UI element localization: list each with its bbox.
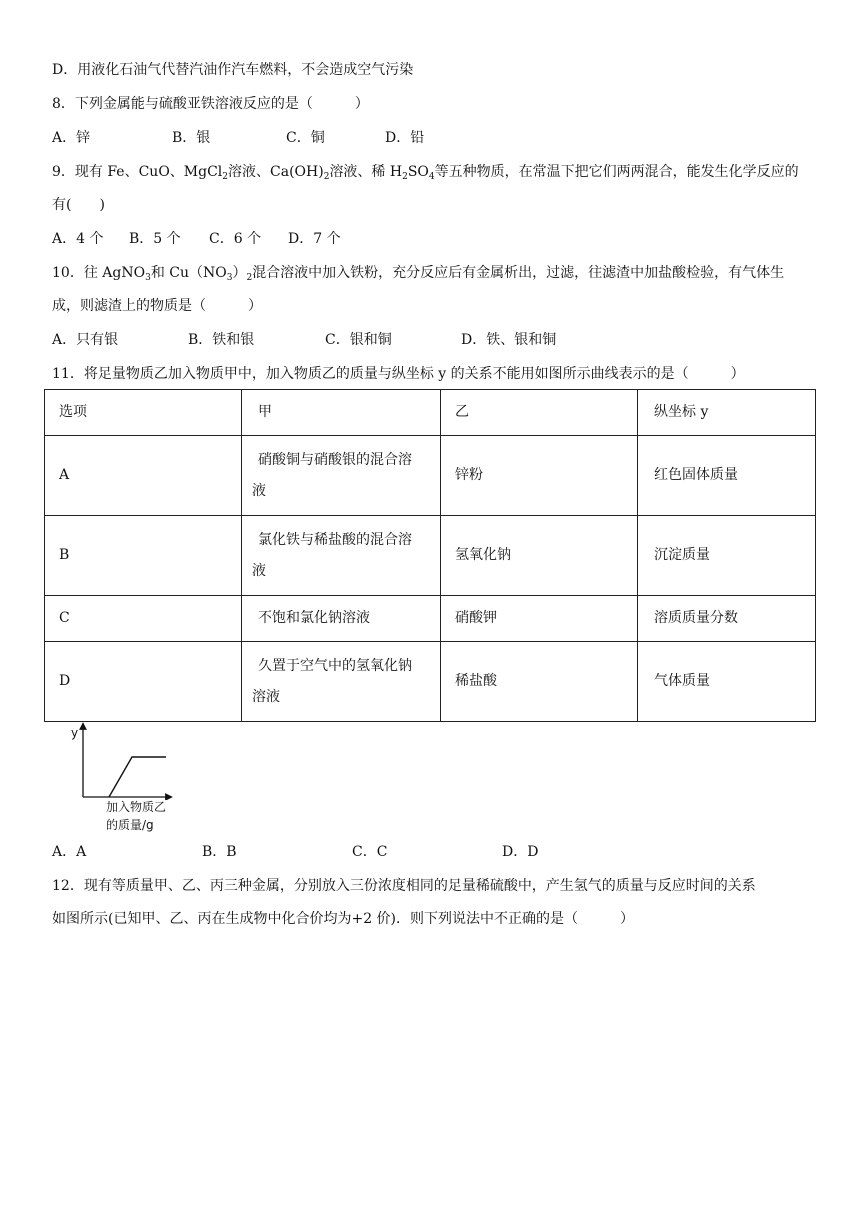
- table-cell: 稀盐酸: [441, 642, 638, 722]
- q9-stem: 9．现有 Fe、CuO、MgCl$_2$溶液、$Ca(OH)_2$溶液、稀 $H_2SO_4$等五种物质，在常温下把它们两两混合，能发生化学反应的: [52, 164, 799, 182]
- q10-option-a: A．只有银: [52, 332, 119, 348]
- table-cell: 久置于空气中的氢氧化钠 溶液: [242, 642, 441, 722]
- table-row: [45, 642, 816, 722]
- q9-option-d: D．7 个: [288, 231, 341, 247]
- table-cell: 氯化铁与稀盐酸的混合溶 液: [242, 516, 441, 596]
- x-axis-label-line2: 的质量/g: [106, 818, 154, 832]
- table-cell: 不饱和氯化钠溶液: [242, 596, 441, 642]
- table-cell: C: [45, 596, 242, 642]
- q11-option-c: C．C: [352, 844, 388, 860]
- q10-stem-line2: 成，则滤渣上的物质是（ ）: [52, 298, 262, 314]
- q10-stem: 10．往 AgNO$_3$和 $Cu(NO_3)_2$混合溶液中加入铁粉，充分反应后有金属析出，过滤，往滤渣中加盐酸检验，有气体生: [52, 265, 785, 283]
- table-header-row: [45, 390, 816, 436]
- q7-option-d: D．用液化石油气代替汽油作汽车燃料，不会造成空气污染: [52, 62, 414, 78]
- table-cell: B: [45, 516, 242, 596]
- table-cell: 氢氧化钠: [441, 516, 638, 596]
- q11-stem: 11．将足量物质乙加入物质甲中，加入物质乙的质量与纵坐标 y 的关系不能用如图所示曲线表示的是（ ）: [52, 366, 745, 382]
- q8-stem: 8．下列金属能与硫酸亚铁溶液反应的是（ ）: [52, 96, 369, 112]
- q10-option-b: B．铁和银: [188, 332, 255, 348]
- q12-stem-line2: 如图所示(已知甲、乙、丙在生成物中化合价均为+2 价)．则下列说法中不正确的是（ ）: [52, 911, 635, 927]
- q8-option-c: C．铜: [286, 130, 325, 146]
- table-cell: 气体质量: [638, 642, 816, 722]
- q8-option-a: A．锌: [52, 130, 91, 146]
- q8-option-b: B．银: [172, 130, 211, 146]
- q9-option-c: C．6 个: [209, 231, 262, 247]
- x-axis-label-line1: 加入物质乙: [106, 800, 167, 814]
- q12-stem: 12．现有等质量甲、乙、丙三种金属，分别放入三份浓度相同的足量稀硫酸中，产生氢气的质量与反应时间的关系: [52, 878, 756, 894]
- q10-option-c: C．银和铜: [325, 332, 392, 348]
- q9-option-a: A．4 个: [52, 231, 104, 247]
- table-row: [45, 596, 816, 642]
- curve-line: [109, 757, 166, 797]
- q11-option-a: A．A: [52, 844, 87, 860]
- table-cell: D: [45, 642, 242, 722]
- table-header-cell: 甲: [242, 390, 441, 436]
- table-cell: 硝酸钾: [441, 596, 638, 642]
- y-axis-label: y: [71, 726, 79, 740]
- q11-option-d: D．D: [502, 844, 539, 860]
- q9-option-b: B．5 个: [129, 231, 181, 247]
- table-header-cell: 乙: [441, 390, 638, 436]
- q11-option-b: B．B: [202, 844, 237, 860]
- table-cell: A: [45, 436, 242, 516]
- table-header-cell: 选项: [45, 390, 242, 436]
- q10-option-d: D．铁、银和铜: [461, 332, 557, 348]
- q8-option-d: D．铅: [385, 130, 425, 146]
- table-header-cell: 纵坐标 y: [638, 390, 816, 436]
- graph-axes: [62, 720, 192, 800]
- table-cell: 沉淀质量: [638, 516, 816, 596]
- q11-table: [44, 389, 816, 722]
- table-cell: 红色固体质量: [638, 436, 816, 516]
- table-row: [45, 516, 816, 596]
- q11-graph: [62, 720, 192, 835]
- table-cell: 锌粉: [441, 436, 638, 516]
- table-row: [45, 436, 816, 516]
- table-cell: 硝酸铜与硝酸银的混合溶 液: [242, 436, 441, 516]
- q9-stem-line2: 有( ): [52, 197, 105, 213]
- table-cell: 溶质质量分数: [638, 596, 816, 642]
